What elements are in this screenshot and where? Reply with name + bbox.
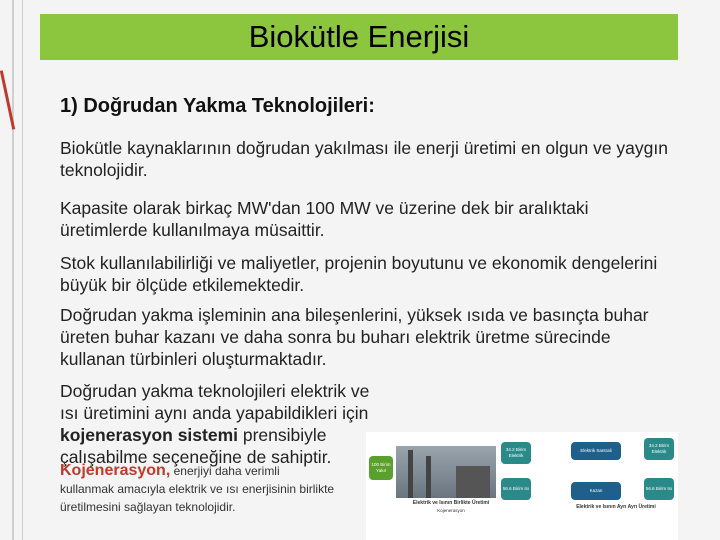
output-box: 34.2 Birim Elektrik bbox=[501, 442, 531, 464]
kojenerasyon-figure bbox=[366, 432, 678, 540]
paragraph: Doğrudan yakma işleminin ana bileşenlerini, yüksek ısıda ve basınçta buhar üreten buhar kazanı ve daha sonra bu buharı elektrik üretme sürecinde kullanan türbinleri oluşturmaktadır. bbox=[60, 305, 649, 369]
paragraph bbox=[60, 380, 380, 468]
figure-label-left: Elektrik ve Isının Birlikte Üretimi bbox=[412, 500, 490, 506]
definition-text: enerjiyi daha verimli bbox=[170, 464, 280, 478]
plant-building-shape bbox=[456, 466, 490, 498]
kojenerasyon-term: Kojenerasyon, bbox=[60, 462, 171, 479]
output-box: 56.6 Birim Isı bbox=[501, 478, 531, 500]
output-box: Elektrik Santrali bbox=[571, 442, 621, 460]
chimney-shape bbox=[426, 456, 431, 498]
stripe-line bbox=[12, 0, 14, 540]
stripe-line bbox=[22, 0, 23, 540]
figure-label-left-sub: Kojenerasyon bbox=[437, 508, 465, 513]
paragraph-text: prensibiyle çalışabilme seçeneğine de sahiptir. bbox=[60, 425, 332, 467]
kojenerasyon-definition bbox=[60, 462, 360, 516]
output-box: Kazan bbox=[571, 482, 621, 500]
power-plant-image bbox=[396, 446, 496, 498]
output-box: 34.2 Birim Elektrik bbox=[644, 438, 674, 460]
slide-title: Biokütle Enerjisi bbox=[248, 19, 470, 54]
subheading: 1) Doğrudan Yakma Teknolojileri: bbox=[60, 95, 375, 117]
chimney-shape bbox=[408, 450, 413, 498]
title-bar bbox=[40, 14, 678, 60]
output-box: 56.6 Birim Isı bbox=[644, 478, 674, 500]
definition-text: kullanmak amacıyla elektrik ve ısı enerjisinin birlikte üretilmesini sağlayan teknolojidir. bbox=[60, 482, 335, 514]
paragraph: Kapasite olarak birkaç MW'dan 100 MW ve üzerine dek bir aralıktaki üretimlerde kullanılmaya müsaittir. bbox=[60, 198, 589, 240]
figure-label-right: Elektrik ve Isının Ayrı Ayrı Üretimi bbox=[576, 504, 656, 510]
fuel-input-box: 100 Birim Yakıt bbox=[369, 456, 393, 480]
paragraph: Stok kullanılabilirliği ve maliyetler, projenin boyutunu ve ekonomik dengelerini büyük bir ölçüde etkilemektedir. bbox=[60, 253, 658, 295]
paragraph-text: Doğrudan yakma teknolojileri elektrik ve ısı üretimini aynı anda yapabildikleri için bbox=[60, 381, 370, 423]
left-decoration bbox=[0, 0, 36, 540]
paragraph-bold-term: kojenerasyon sistemi bbox=[60, 425, 238, 445]
paragraph: Biokütle kaynaklarının doğrudan yakılması ile enerji üretimi en olgun ve yaygın teknolojidir. bbox=[60, 138, 668, 180]
